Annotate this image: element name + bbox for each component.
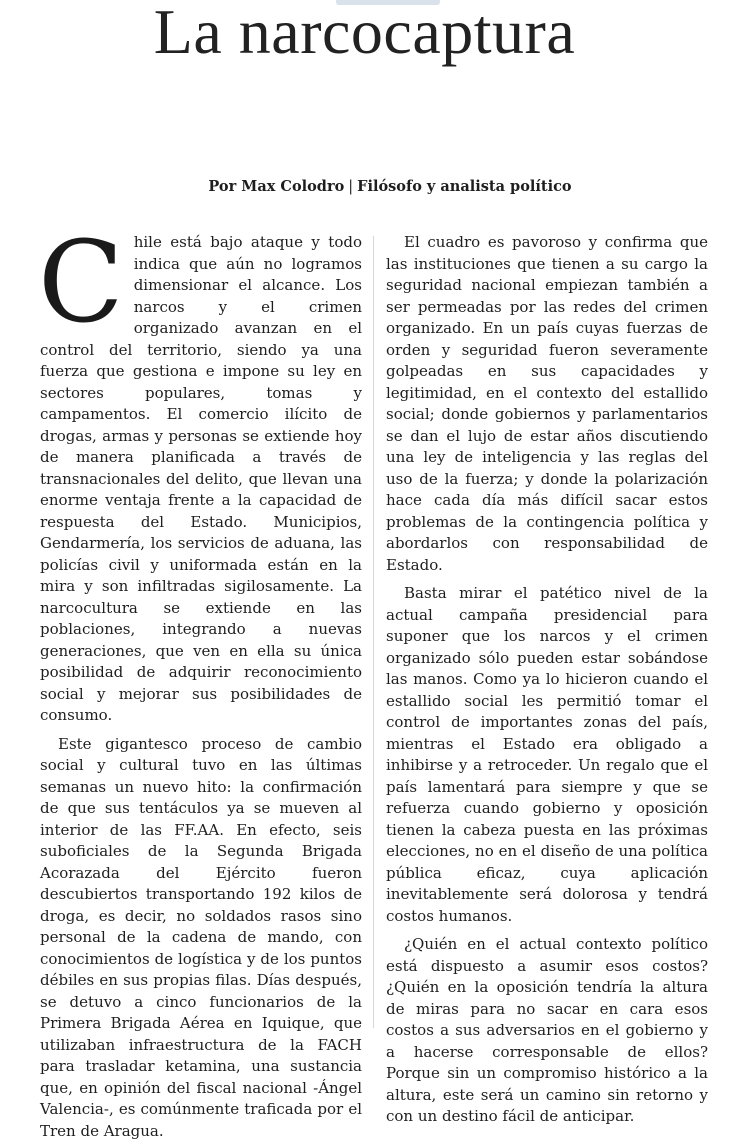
article-paragraph-2: Este gigantesco proceso de cambio social y cultural tuvo en las últimas semanas un nuevo hito: la confirmación de que sus tentáculos ya se mueven al interior de las FF.AA. En efecto, seis suboficiales de la Segunda Brigada Acorazada del Ejército fueron descubiertos transportando 192 kilos de droga, es decir, no soldados rasos sino personal de la cadena de mando, con conocimientos de logística y de los puntos débiles en sus propias filas. Días después, se detuvo a cinco funcionarios de la Primera Brigada Aérea en Iquique, que utilizaban infraestructura de la FACH para trasladar ketamina, una sustancia que, en opinión del fiscal nacional -Ángel Valencia-, es comúnmente traficada por el Tren de Aragua.: [40, 734, 362, 1142]
article-paragraph-4: Basta mirar el patético nivel de la actual campaña presidencial para suponer que los narcos y el crimen organizado sólo pueden estar sobándose las manos. Como ya lo hicieron cuando el estallido social les permitió tomar el control de importantes zonas del país, mientras el Estado era obligado a inhibirse y a retroceder. Un regalo que el país lamentará para siempre y que se refuerza cuando gobierno y oposición tienen la cabeza puesta en las próximas elecciones, no en el diseño de una política pública eficaz, cuya aplicación inevitablemente será dolorosa y tendrá costos humanos.: [386, 583, 708, 927]
article-paragraph-1: Chile está bajo ataque y todo indica que aún no logramos dimensionar el alcance. Los narcos y el crimen organizado avanzan en el control del territorio, siendo ya una fuerza que gestiona e impone su ley en sectores populares, tomas y campamentos. El comercio ilícito de drogas, armas y personas se extiende hoy de manera planificada a través de transnacionales del delito, que llevan una enorme ventaja frente a la capacidad de respuesta del Estado. Municipios, Gendarmería, los servicios de aduana, las policías civil y uniformada están en la mira y son infiltradas sigilosamente. La narcocultura se extiende en las poblaciones, integrando a nuevas generaciones, que ven en ella su única posibilidad de adquirir reconocimiento social y mejorar sus posibilidades de consumo.: [40, 232, 362, 727]
article-column-left: [40, 232, 362, 1032]
article-column-right: [386, 232, 708, 1032]
byline-separator: |: [348, 179, 353, 195]
article-headline: La narcocaptura: [0, 0, 729, 64]
byline: [110, 178, 670, 195]
column-divider: [373, 236, 374, 1028]
byline-role: Filósofo y analista político: [357, 178, 571, 195]
byline-author: Por Max Colodro: [208, 178, 344, 195]
article-paragraph-5: ¿Quién en el actual contexto político está dispuesto a asumir esos costos? ¿Quién en la oposición tendría la altura de miras para no sacar en cara esos costos a sus adversarios en el gobierno y a hacerse corresponsable de ellos? Porque sin un compromiso histórico a la altura, este será un camino sin retorno y con un destino fácil de anticipar.: [386, 934, 708, 1128]
article-paragraph-3: El cuadro es pavoroso y confirma que las instituciones que tienen a su cargo la seguridad nacional empiezan también a ser permeadas por las redes del crimen organizado. En un país cuyas fuerzas de orden y seguridad fueron severamente golpeadas en sus capacidades y legitimidad, en el contexto del estallido social; donde gobiernos y parlamentarios se dan el lujo de estar años discutiendo una ley de inteligencia y las reglas del uso de la fuerza; y donde la polarización hace cada día más difícil sacar estos problemas de la contingencia política y abordarlos con responsabilidad de Estado.: [386, 232, 708, 576]
drop-cap: C: [38, 238, 124, 330]
